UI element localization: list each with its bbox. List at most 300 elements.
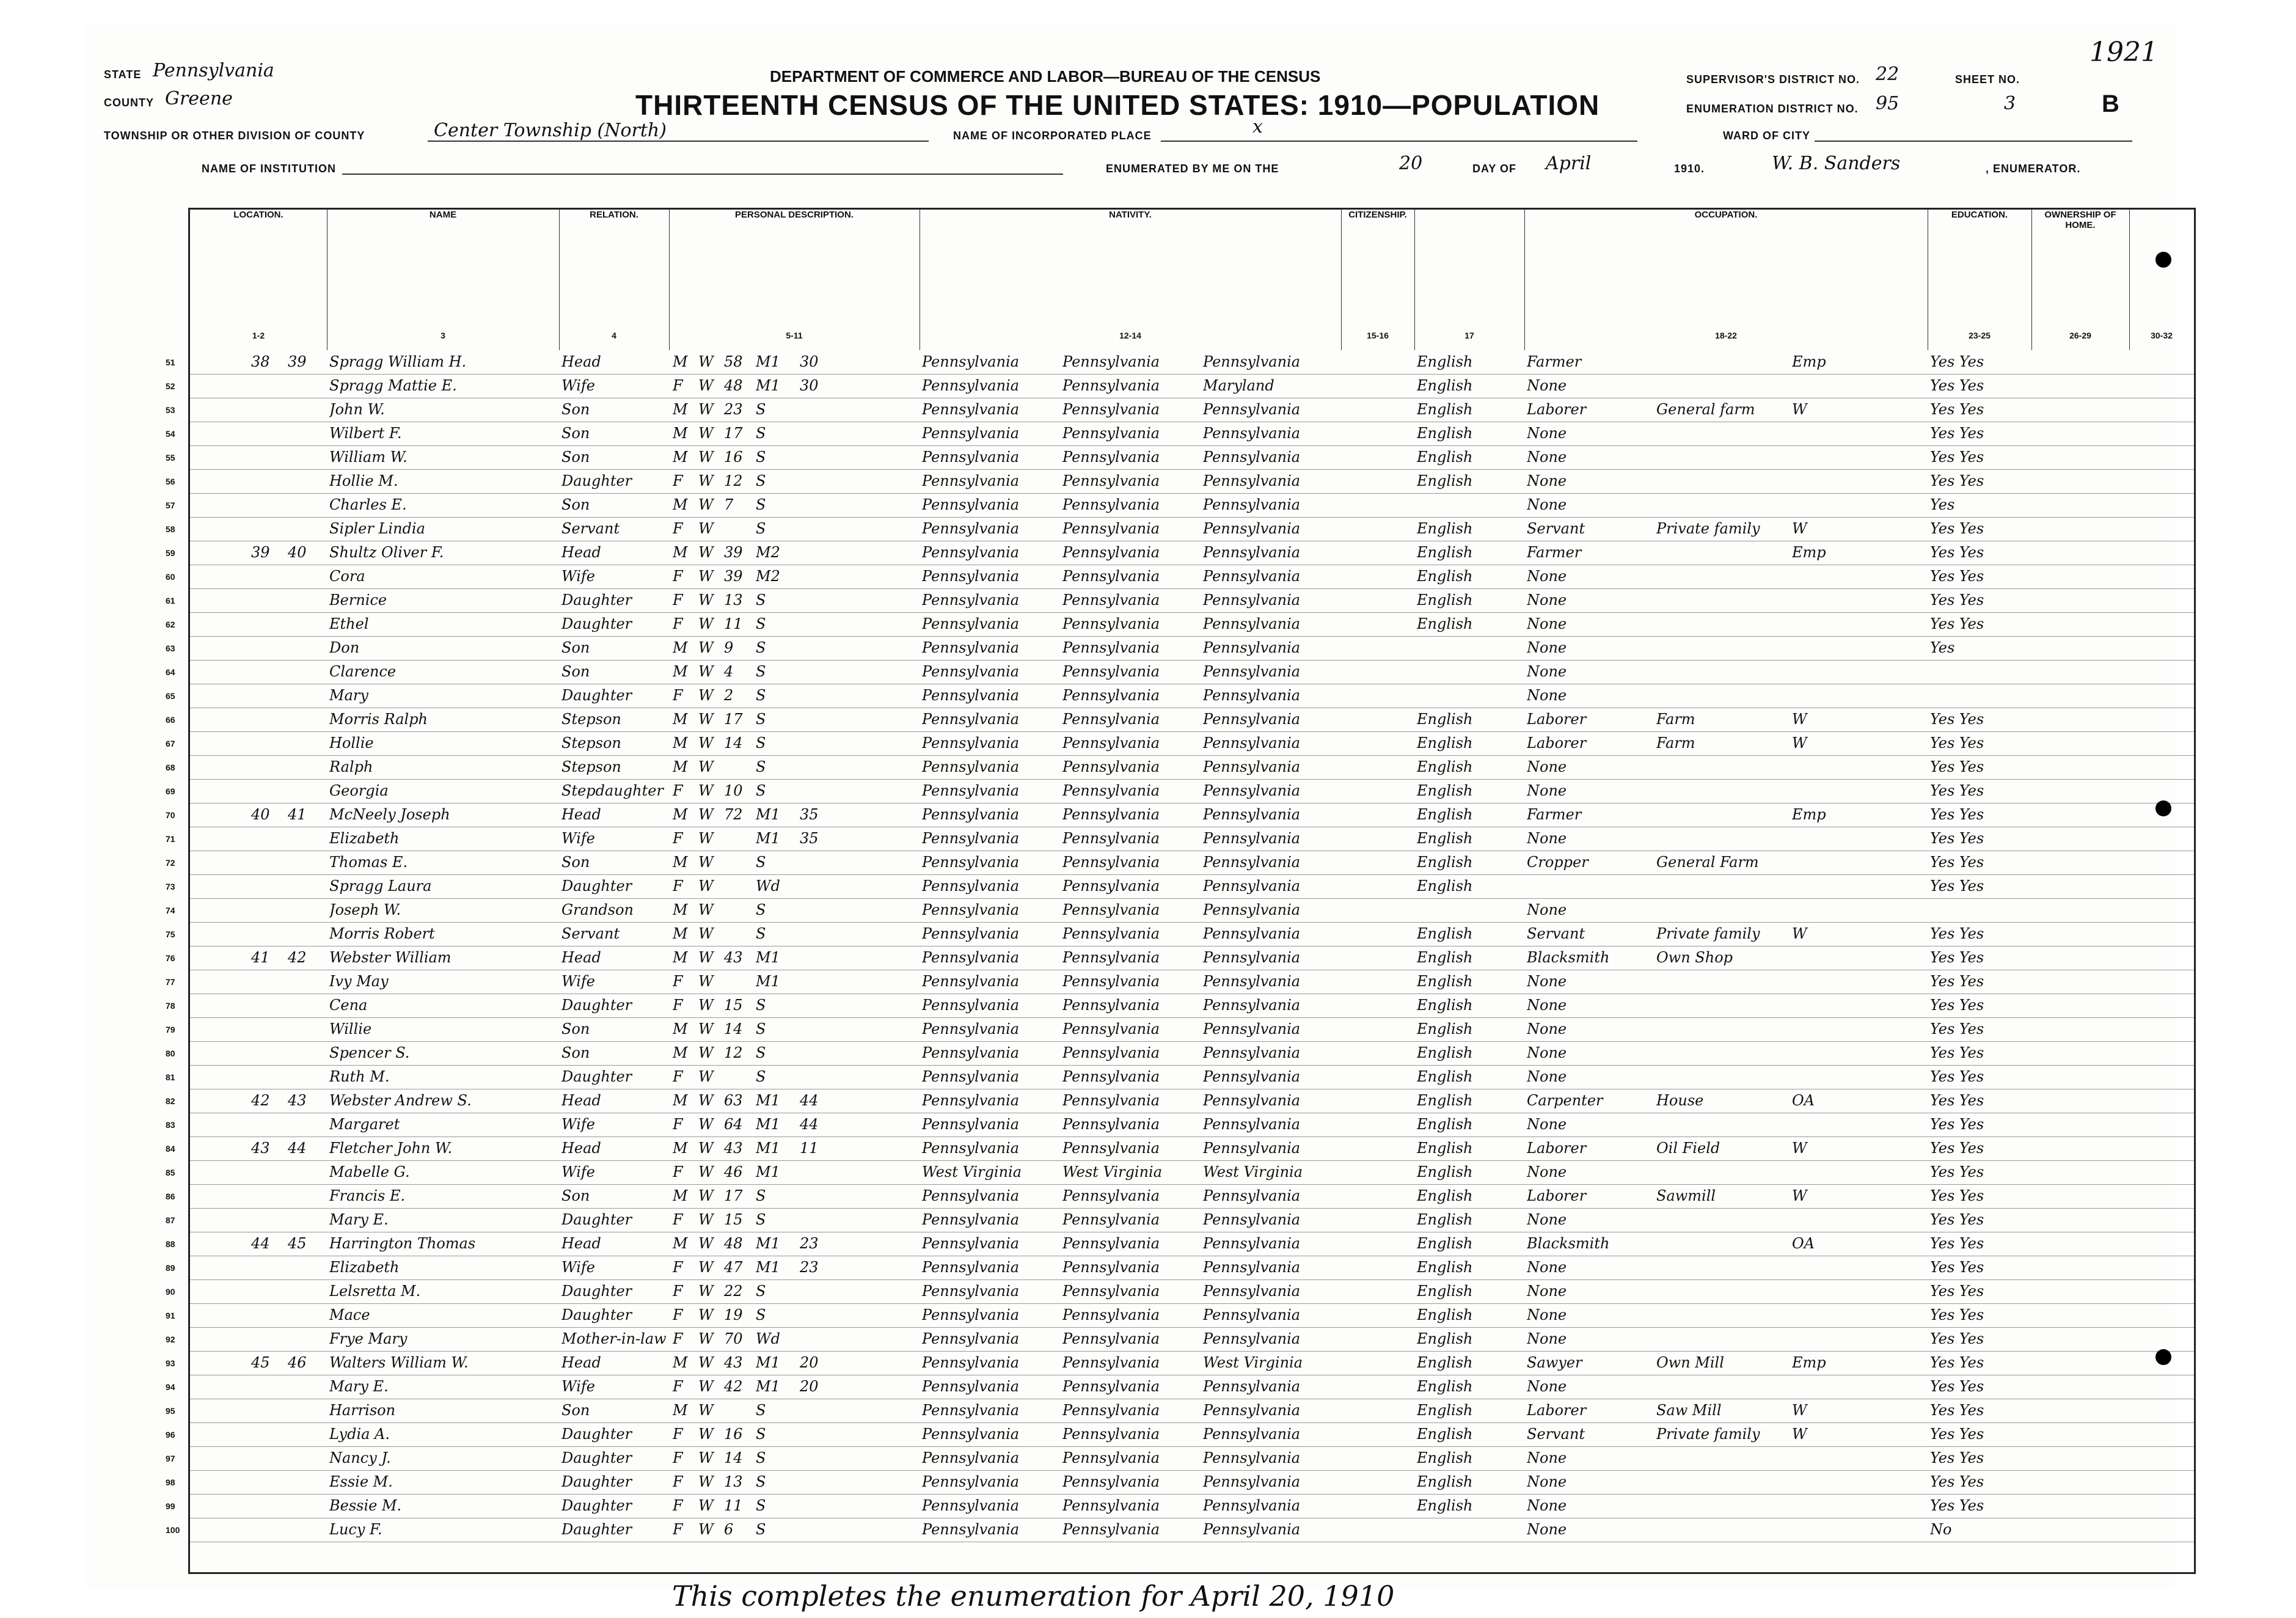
line-number: 56 [166,477,175,486]
line-number: 71 [166,834,175,844]
line-number: 78 [166,1001,175,1011]
col-location: LOCATION. 1-2 [190,210,327,350]
occupation: None [1527,1116,1567,1133]
person-name: Wilbert F. [329,425,402,442]
relation: Son [561,1402,590,1419]
birthplace: Pennsylvania [922,1211,1020,1228]
age: 16 [724,448,743,466]
marital-status: S [756,854,766,871]
language: English [1417,544,1473,561]
county-label: COUNTY [104,97,154,109]
birthplace: Pennsylvania [922,949,1020,966]
employment: Emp [1792,544,1826,561]
language [1417,660,1524,684]
mother-birthplace: Pennsylvania [1203,854,1301,871]
line-number: 86 [166,1192,175,1201]
relation: Wife [561,830,596,847]
age: 17 [724,711,743,728]
occupation: None [1527,496,1567,513]
punch-hole [2155,252,2171,268]
birthplace: Pennsylvania [922,1378,1020,1395]
occupation [1527,874,1655,898]
incorporated-label: NAME OF INCORPORATED PLACE [953,130,1152,142]
family-number [288,660,324,684]
occupation: None [1527,782,1567,799]
years-married [800,422,836,445]
line-number: 59 [166,548,175,558]
years-married [800,1518,836,1542]
education: Yes Yes [1930,830,1984,847]
father-birthplace: Pennsylvania [1062,1020,1160,1038]
sex: F [673,591,683,609]
race: W [698,663,714,680]
years-married [800,1017,836,1041]
dwelling-number [251,422,288,445]
marital-status: M1 [756,353,780,370]
family-number [288,1279,324,1303]
race: W [698,544,714,561]
education: Yes Yes [1930,949,1984,966]
language: English [1417,615,1473,632]
relation: Daughter [561,1497,632,1514]
person-name: Elizabeth [329,1259,400,1276]
table-row [166,779,2194,804]
mother-birthplace: Pennsylvania [1203,1306,1301,1323]
occupation: None [1527,973,1567,990]
marital-status: S [756,615,766,632]
relation: Daughter [561,591,632,609]
marital-status: S [756,1211,766,1228]
race: W [698,1306,714,1323]
department-heading: DEPARTMENT OF COMMERCE AND LABOR—BUREAU OF THE CENSUS [770,67,1321,86]
birthplace: Pennsylvania [922,639,1020,656]
marital-status: S [756,1068,766,1085]
mother-birthplace: Pennsylvania [1203,639,1301,656]
years-married [800,469,836,493]
birthplace: Pennsylvania [922,591,1020,609]
person-name: Spencer S. [329,1044,410,1061]
relation: Son [561,639,590,656]
dwelling-number [251,398,288,422]
education: Yes Yes [1930,1116,1984,1133]
age: 15 [724,1211,743,1228]
years-married [800,1184,836,1208]
marital-status: S [756,1044,766,1061]
relation: Daughter [561,1306,632,1323]
family-number [288,684,324,708]
sheet-part: B [2102,90,2119,117]
relation: Stepson [561,711,621,728]
family-number [288,1518,324,1542]
language: English [1417,401,1473,418]
age [724,1065,755,1089]
birthplace: Pennsylvania [922,711,1020,728]
age [724,851,755,874]
enumeration-day: 20 [1399,153,1423,174]
father-birthplace: Pennsylvania [1062,1306,1160,1323]
marital-status: S [756,687,766,704]
relation: Wife [561,973,596,990]
marital-status: S [756,639,766,656]
line-number: 90 [166,1287,175,1297]
industry [1656,422,1791,445]
family-number: 42 [288,949,307,966]
family-number [288,1041,324,1065]
education: Yes Yes [1930,1449,1984,1466]
birthplace: Pennsylvania [922,1116,1020,1133]
dwelling-number: 41 [251,949,270,966]
mother-birthplace: Pennsylvania [1203,1092,1301,1109]
language: English [1417,1259,1473,1276]
marital-status: M1 [756,1259,780,1276]
dwelling-number [251,755,288,779]
occupation: None [1527,1283,1567,1300]
line-number: 66 [166,715,175,725]
person-name: Spragg Mattie E. [329,377,457,394]
race: W [698,1497,714,1514]
employment [1792,1208,1847,1232]
industry [1656,1279,1791,1303]
birthplace: Pennsylvania [922,1306,1020,1323]
sex: F [673,472,683,489]
race: W [698,877,714,895]
relation: Head [561,544,601,561]
education: Yes Yes [1930,1378,1984,1395]
table-row [166,827,2194,851]
race: W [698,1211,714,1228]
sex: F [673,1473,683,1490]
sheet-label: SHEET NO. [1955,73,2020,86]
occupation: None [1527,901,1567,918]
line-number: 100 [166,1525,180,1535]
sex: F [673,1378,683,1395]
employment [1792,874,1847,898]
occupation: None [1527,1449,1567,1466]
family-number [288,898,324,922]
birthplace: Pennsylvania [922,1473,1020,1490]
line-number: 55 [166,453,175,463]
language: English [1417,1402,1473,1419]
race: W [698,1259,714,1276]
person-name: Don [329,639,360,656]
sex: M [673,401,688,418]
father-birthplace: Pennsylvania [1062,1235,1160,1252]
occupation: None [1527,1473,1567,1490]
marital-status: Wd [756,1330,781,1347]
father-birthplace: Pennsylvania [1062,1473,1160,1490]
sex: M [673,1044,688,1061]
table-row [166,350,2194,375]
relation: Daughter [561,1449,632,1466]
sex: F [673,1426,683,1443]
employment [1792,469,1847,493]
family-number: 46 [288,1354,307,1371]
marital-status: S [756,758,766,775]
language [1417,898,1524,922]
mother-birthplace: Pennsylvania [1203,901,1301,918]
language: English [1417,1044,1473,1061]
education: Yes Yes [1930,591,1984,609]
mother-birthplace: West Virginia [1203,1163,1303,1181]
years-married [800,946,836,970]
father-birthplace: Pennsylvania [1062,520,1160,537]
education: Yes Yes [1930,568,1984,585]
family-number [288,1065,324,1089]
birthplace: Pennsylvania [922,854,1020,871]
person-name: Morris Ralph [329,711,428,728]
occupation: Servant [1527,1426,1585,1443]
industry [1656,374,1791,398]
employment [1792,1065,1847,1089]
language: English [1417,520,1473,537]
incorporated-value: x [1252,116,1263,137]
sheet-value: 3 [2004,93,2016,114]
race: W [698,448,714,466]
birthplace: Pennsylvania [922,1521,1020,1538]
mother-birthplace: West Virginia [1203,1354,1303,1371]
day-of-label: DAY OF [1472,163,1517,175]
institution-label: NAME OF INSTITUTION [202,163,336,175]
birthplace: Pennsylvania [922,1092,1020,1109]
race: W [698,1426,714,1443]
mother-birthplace: Pennsylvania [1203,806,1301,823]
person-name: McNeely Joseph [329,806,450,823]
line-number: 81 [166,1072,175,1082]
mother-birthplace: Pennsylvania [1203,1521,1301,1538]
employment [1792,779,1847,803]
table-row [166,946,2194,970]
relation: Son [561,1187,590,1204]
education: Yes Yes [1930,1140,1984,1157]
father-birthplace: Pennsylvania [1062,925,1160,942]
mother-birthplace: Pennsylvania [1203,591,1301,609]
employment: W [1792,711,1807,728]
race: W [698,353,714,370]
father-birthplace: West Virginia [1062,1163,1163,1181]
industry [1656,1518,1791,1542]
person-name: Francis E. [329,1187,406,1204]
dwelling-number [251,779,288,803]
marital-status: S [756,448,766,466]
race: W [698,949,714,966]
years-married [800,898,836,922]
dwelling-number [251,922,288,946]
years-married: 23 [800,1259,819,1276]
sex: M [673,1187,688,1204]
dwelling-number [251,565,288,588]
relation: Stepson [561,734,621,752]
marital-status: M1 [756,830,780,847]
person-name: Margaret [329,1116,400,1133]
years-married [800,970,836,994]
mother-birthplace: Pennsylvania [1203,1211,1301,1228]
dwelling-number: 40 [251,806,270,823]
age: 16 [724,1426,743,1443]
sex: M [673,663,688,680]
language [1417,493,1524,517]
father-birthplace: Pennsylvania [1062,901,1160,918]
education [1930,898,2031,922]
mother-birthplace: Pennsylvania [1203,1116,1301,1133]
line-number: 79 [166,1025,175,1034]
age: 47 [724,1259,743,1276]
language: English [1417,1449,1473,1466]
industry: General farm [1656,401,1755,418]
age: 39 [724,568,743,585]
dwelling-number [251,374,288,398]
sex: F [673,1497,683,1514]
father-birthplace: Pennsylvania [1062,1378,1160,1395]
table-row [166,1232,2194,1256]
employment: W [1792,1402,1807,1419]
table-row [166,612,2194,637]
table-row [166,1089,2194,1113]
industry [1656,1113,1791,1137]
employment [1792,1446,1847,1470]
industry: Own Mill [1656,1354,1724,1371]
occupation: None [1527,568,1567,585]
father-birthplace: Pennsylvania [1062,496,1160,513]
occupation: Carpenter [1527,1092,1603,1109]
occupation: Farmer [1527,544,1582,561]
industry [1656,1494,1791,1518]
industry [1656,779,1791,803]
line-number: 58 [166,524,175,534]
dwelling-number [251,1422,288,1446]
dwelling-number [251,588,288,612]
marital-status: S [756,711,766,728]
family-number [288,422,324,445]
industry [1656,684,1791,708]
employment [1792,493,1847,517]
sex: M [673,758,688,775]
line-number: 75 [166,929,175,939]
mother-birthplace: Pennsylvania [1203,425,1301,442]
age: 23 [724,401,743,418]
father-birthplace: Pennsylvania [1062,830,1160,847]
marital-status: S [756,1402,766,1419]
family-number: 41 [288,806,307,823]
table-row [166,970,2194,994]
years-married [800,1041,836,1065]
race: W [698,1163,714,1181]
age [724,922,755,946]
col-relation: RELATION. 4 [559,210,670,350]
father-birthplace: Pennsylvania [1062,1402,1160,1419]
table-row [166,922,2194,946]
line-number: 96 [166,1430,175,1440]
father-birthplace: Pennsylvania [1062,806,1160,823]
employment [1792,612,1847,636]
industry [1656,970,1791,994]
line-number: 62 [166,620,175,629]
relation: Daughter [561,1473,632,1490]
education: Yes Yes [1930,1306,1984,1323]
race: W [698,1354,714,1371]
age [724,755,755,779]
dwelling-number [251,1446,288,1470]
industry [1656,1327,1791,1351]
education: Yes Yes [1930,806,1984,823]
marital-status: S [756,472,766,489]
employment [1792,1470,1847,1494]
dwelling-number [251,970,288,994]
birthplace: Pennsylvania [922,973,1020,990]
marital-status: M1 [756,1354,780,1371]
birthplace: Pennsylvania [922,997,1020,1014]
table-row [166,1279,2194,1304]
mother-birthplace: Pennsylvania [1203,1283,1301,1300]
birthplace: Pennsylvania [922,806,1020,823]
age: 4 [724,663,734,680]
employment [1792,1113,1847,1137]
race: W [698,496,714,513]
mother-birthplace: Pennsylvania [1203,544,1301,561]
language: English [1417,830,1473,847]
relation: Servant [561,520,620,537]
years-married: 20 [800,1354,819,1371]
occupation: None [1527,448,1567,466]
birthplace: Pennsylvania [922,1068,1020,1085]
age: 13 [724,1473,743,1490]
dwelling-number [251,1184,288,1208]
mother-birthplace: Pennsylvania [1203,758,1301,775]
occupation: None [1527,591,1567,609]
sex: F [673,877,683,895]
employment [1792,565,1847,588]
mother-birthplace: Pennsylvania [1203,663,1301,680]
marital-status: S [756,1449,766,1466]
industry: Private family [1656,520,1760,537]
family-number: 39 [288,353,307,370]
birthplace: Pennsylvania [922,520,1020,537]
occupation: Cropper [1527,854,1589,871]
family-number [288,779,324,803]
sex: M [673,1235,688,1252]
sex: F [673,377,683,394]
line-number: 98 [166,1477,175,1487]
industry [1656,827,1791,851]
sex: M [673,1402,688,1419]
person-name: Lydia A. [329,1426,390,1443]
person-name: Webster William [329,949,452,966]
relation: Wife [561,1116,596,1133]
family-number [288,1399,324,1422]
race: W [698,1378,714,1395]
education: Yes Yes [1930,353,1984,370]
birthplace: Pennsylvania [922,734,1020,752]
birthplace: Pennsylvania [922,377,1020,394]
father-birthplace: Pennsylvania [1062,425,1160,442]
person-name: Frye Mary [329,1330,408,1347]
father-birthplace: Pennsylvania [1062,973,1160,990]
father-birthplace: Pennsylvania [1062,1426,1160,1443]
education: Yes Yes [1930,1044,1984,1061]
employment [1792,1256,1847,1279]
age: 2 [724,687,734,704]
sex: M [673,1020,688,1038]
age: 12 [724,472,743,489]
father-birthplace: Pennsylvania [1062,568,1160,585]
table-row [166,1375,2194,1399]
industry [1656,1375,1791,1399]
occupation: Farmer [1527,353,1582,370]
language: English [1417,1426,1473,1443]
relation: Stepdaughter [561,782,664,799]
employment [1792,1303,1847,1327]
relation: Wife [561,1163,596,1181]
mother-birthplace: Pennsylvania [1203,711,1301,728]
